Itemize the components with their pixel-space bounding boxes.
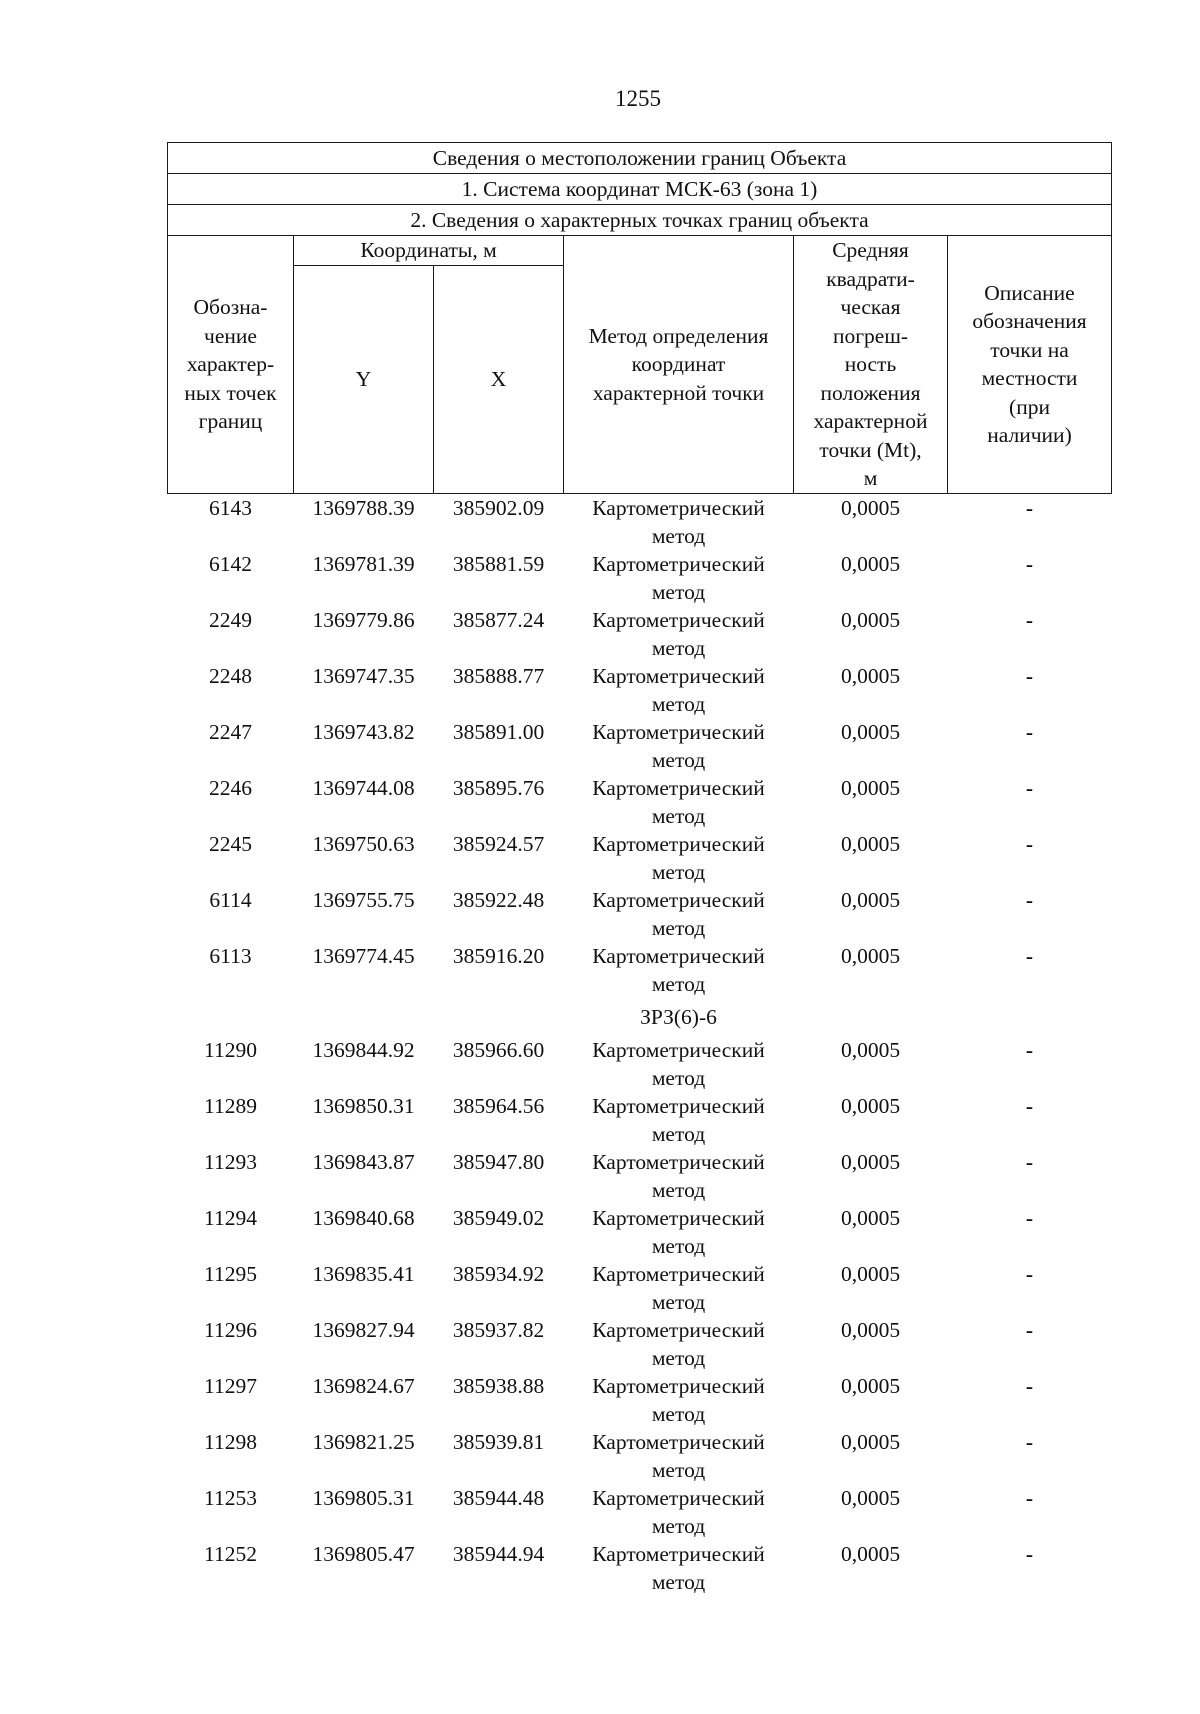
coordinate-y: 1369743.82	[312, 719, 415, 744]
coordinate-x: 385891.00	[452, 719, 545, 744]
determination-method: Картометрический метод	[592, 887, 765, 940]
point-designation: 11293	[204, 1149, 257, 1174]
coordinate-x: 385944.94	[452, 1541, 545, 1566]
mean-square-error: 0,0005	[840, 1205, 901, 1230]
coordinate-x: 385922.48	[452, 887, 545, 912]
section-label-body	[168, 998, 1112, 1036]
point-description: -	[1025, 1317, 1034, 1342]
table-row	[168, 1148, 1112, 1204]
table-body-group-2	[168, 1036, 1112, 1596]
point-designation: 2248	[209, 663, 252, 688]
coordinate-x: 385944.48	[452, 1485, 545, 1510]
determination-method: Картометрический метод	[592, 1205, 765, 1258]
coordinate-y: 1369835.41	[312, 1261, 415, 1286]
table-title-characteristic-points: 2. Сведения о характерных точках границ объекта	[168, 205, 1112, 236]
determination-method: Картометрический метод	[592, 1093, 765, 1146]
determination-method: Картометрический метод	[592, 1149, 765, 1202]
determination-method: Картометрический метод	[592, 943, 765, 996]
coordinate-x: 385949.02	[452, 1205, 545, 1230]
point-description: -	[1025, 775, 1034, 800]
point-description: -	[1025, 1093, 1034, 1118]
header-x: X	[434, 265, 564, 493]
coordinate-x: 385881.59	[452, 551, 545, 576]
coordinate-y: 1369805.31	[312, 1485, 415, 1510]
point-designation: 11294	[204, 1205, 257, 1230]
coordinate-x: 385877.24	[452, 607, 545, 632]
coordinate-y: 1369821.25	[312, 1429, 415, 1454]
point-description: -	[1025, 1541, 1034, 1566]
mean-square-error: 0,0005	[840, 1037, 901, 1062]
table-row	[168, 550, 1112, 606]
point-designation: 11298	[204, 1429, 257, 1454]
coordinate-x: 385964.56	[452, 1093, 545, 1118]
determination-method: Картометрический метод	[592, 1485, 765, 1538]
point-designation: 6143	[209, 495, 252, 520]
coordinate-x: 385937.82	[452, 1317, 545, 1342]
point-designation: 11290	[204, 1037, 257, 1062]
mean-square-error: 0,0005	[840, 1541, 901, 1566]
point-designation: 11253	[204, 1485, 257, 1510]
determination-method: Картометрический метод	[592, 719, 765, 772]
point-designation: 11296	[204, 1317, 257, 1342]
mean-square-error: 0,0005	[840, 663, 901, 688]
point-designation: 11295	[204, 1261, 257, 1286]
coordinate-y: 1369850.31	[312, 1093, 415, 1118]
point-designation: 11297	[204, 1373, 257, 1398]
point-description: -	[1025, 1261, 1034, 1286]
coordinate-y: 1369844.92	[312, 1037, 415, 1062]
point-description: -	[1025, 495, 1034, 520]
header-designation: Обозна- чение характер- ных точек границ	[168, 236, 294, 494]
determination-method: Картометрический метод	[592, 831, 765, 884]
mean-square-error: 0,0005	[840, 1149, 901, 1174]
determination-method: Картометрический метод	[592, 1037, 765, 1090]
section-label: ЗРЗ(6)-6	[640, 1004, 717, 1029]
table-row	[168, 1036, 1112, 1092]
coordinate-x: 385966.60	[452, 1037, 545, 1062]
point-designation: 2247	[209, 719, 252, 744]
coordinate-y: 1369755.75	[312, 887, 415, 912]
mean-square-error: 0,0005	[840, 831, 901, 856]
determination-method: Картометрический метод	[592, 1429, 765, 1482]
mean-square-error: 0,0005	[840, 1373, 901, 1398]
table-row	[168, 886, 1112, 942]
determination-method: Картометрический метод	[592, 495, 765, 548]
mean-square-error: 0,0005	[840, 1429, 901, 1454]
point-designation: 2249	[209, 607, 252, 632]
table-row	[168, 830, 1112, 886]
determination-method: Картометрический метод	[592, 607, 765, 660]
header-mean-error: Средняя квадрати- ческая погреш- ность положения характерной точки (Mt), м	[794, 236, 948, 494]
table-row	[168, 942, 1112, 998]
point-designation: 2246	[209, 775, 252, 800]
determination-method: Картометрический метод	[592, 663, 765, 716]
point-description: -	[1025, 887, 1034, 912]
coordinate-x: 385939.81	[452, 1429, 545, 1454]
table-title-object-location: Сведения о местоположении границ Объекта	[168, 143, 1112, 174]
header-y: Y	[294, 265, 434, 493]
table-header	[168, 143, 1112, 494]
point-description: -	[1025, 719, 1034, 744]
determination-method: Картометрический метод	[592, 1541, 765, 1594]
table-row	[168, 718, 1112, 774]
header-method: Метод определения координат характерной точки	[564, 236, 794, 494]
determination-method: Картометрический метод	[592, 1261, 765, 1314]
boundary-points-table	[167, 142, 1112, 1596]
determination-method: Картометрический метод	[592, 1373, 765, 1426]
table-row	[168, 493, 1112, 550]
coordinate-x: 385888.77	[452, 663, 545, 688]
point-description: -	[1025, 1373, 1034, 1398]
mean-square-error: 0,0005	[840, 719, 901, 744]
table-row	[168, 662, 1112, 718]
mean-square-error: 0,0005	[840, 775, 901, 800]
mean-square-error: 0,0005	[840, 1485, 901, 1510]
table-title-coordinate-system: 1. Система координат МСК-63 (зона 1)	[168, 174, 1112, 205]
point-designation: 6114	[209, 887, 252, 912]
table-row	[168, 1260, 1112, 1316]
coordinate-y: 1369747.35	[312, 663, 415, 688]
point-designation: 11252	[204, 1541, 257, 1566]
mean-square-error: 0,0005	[840, 551, 901, 576]
determination-method: Картометрический метод	[592, 775, 765, 828]
coordinate-y: 1369805.47	[312, 1541, 415, 1566]
coordinate-y: 1369840.68	[312, 1205, 415, 1230]
coordinate-y: 1369843.87	[312, 1149, 415, 1174]
mean-square-error: 0,0005	[840, 1261, 901, 1286]
mean-square-error: 0,0005	[840, 943, 901, 968]
coordinate-x: 385916.20	[452, 943, 545, 968]
coordinate-y: 1369788.39	[312, 495, 415, 520]
point-description: -	[1025, 1485, 1034, 1510]
table-row	[168, 1372, 1112, 1428]
table-body-group-1	[168, 493, 1112, 998]
determination-method: Картометрический метод	[592, 551, 765, 604]
header-description: Описание обозначения точки на местности (при наличии)	[948, 236, 1112, 494]
table-row	[168, 606, 1112, 662]
point-description: -	[1025, 607, 1034, 632]
table-row	[168, 1092, 1112, 1148]
point-description: -	[1025, 831, 1034, 856]
mean-square-error: 0,0005	[840, 607, 901, 632]
table-row	[168, 1540, 1112, 1596]
point-description: -	[1025, 1429, 1034, 1454]
point-designation: 6142	[209, 551, 252, 576]
coordinate-y: 1369744.08	[312, 775, 415, 800]
point-description: -	[1025, 1037, 1034, 1062]
table-row	[168, 1428, 1112, 1484]
point-description: -	[1025, 1205, 1034, 1230]
coordinate-y: 1369824.67	[312, 1373, 415, 1398]
mean-square-error: 0,0005	[840, 1317, 901, 1342]
coordinate-y: 1369779.86	[312, 607, 415, 632]
page-number: 1255	[615, 86, 661, 111]
coordinate-y: 1369750.63	[312, 831, 415, 856]
point-description: -	[1025, 663, 1034, 688]
point-designation: 11289	[204, 1093, 257, 1118]
coordinate-x: 385934.92	[452, 1261, 545, 1286]
header-coordinates: Координаты, м	[294, 236, 564, 266]
table-row	[168, 1316, 1112, 1372]
coordinate-x: 385895.76	[452, 775, 545, 800]
mean-square-error: 0,0005	[840, 495, 901, 520]
mean-square-error: 0,0005	[840, 1093, 901, 1118]
mean-square-error: 0,0005	[840, 887, 901, 912]
table-row	[168, 1484, 1112, 1540]
point-description: -	[1025, 1149, 1034, 1174]
coordinate-x: 385924.57	[452, 831, 545, 856]
coordinate-x: 385902.09	[452, 495, 545, 520]
coordinate-y: 1369781.39	[312, 551, 415, 576]
point-designation: 6113	[209, 943, 252, 968]
coordinate-y: 1369774.45	[312, 943, 415, 968]
table-row	[168, 1204, 1112, 1260]
coordinate-x: 385938.88	[452, 1373, 545, 1398]
coordinate-x: 385947.80	[452, 1149, 545, 1174]
point-designation: 2245	[209, 831, 252, 856]
table-row	[168, 774, 1112, 830]
point-description: -	[1025, 943, 1034, 968]
determination-method: Картометрический метод	[592, 1317, 765, 1370]
point-description: -	[1025, 551, 1034, 576]
coordinate-y: 1369827.94	[312, 1317, 415, 1342]
